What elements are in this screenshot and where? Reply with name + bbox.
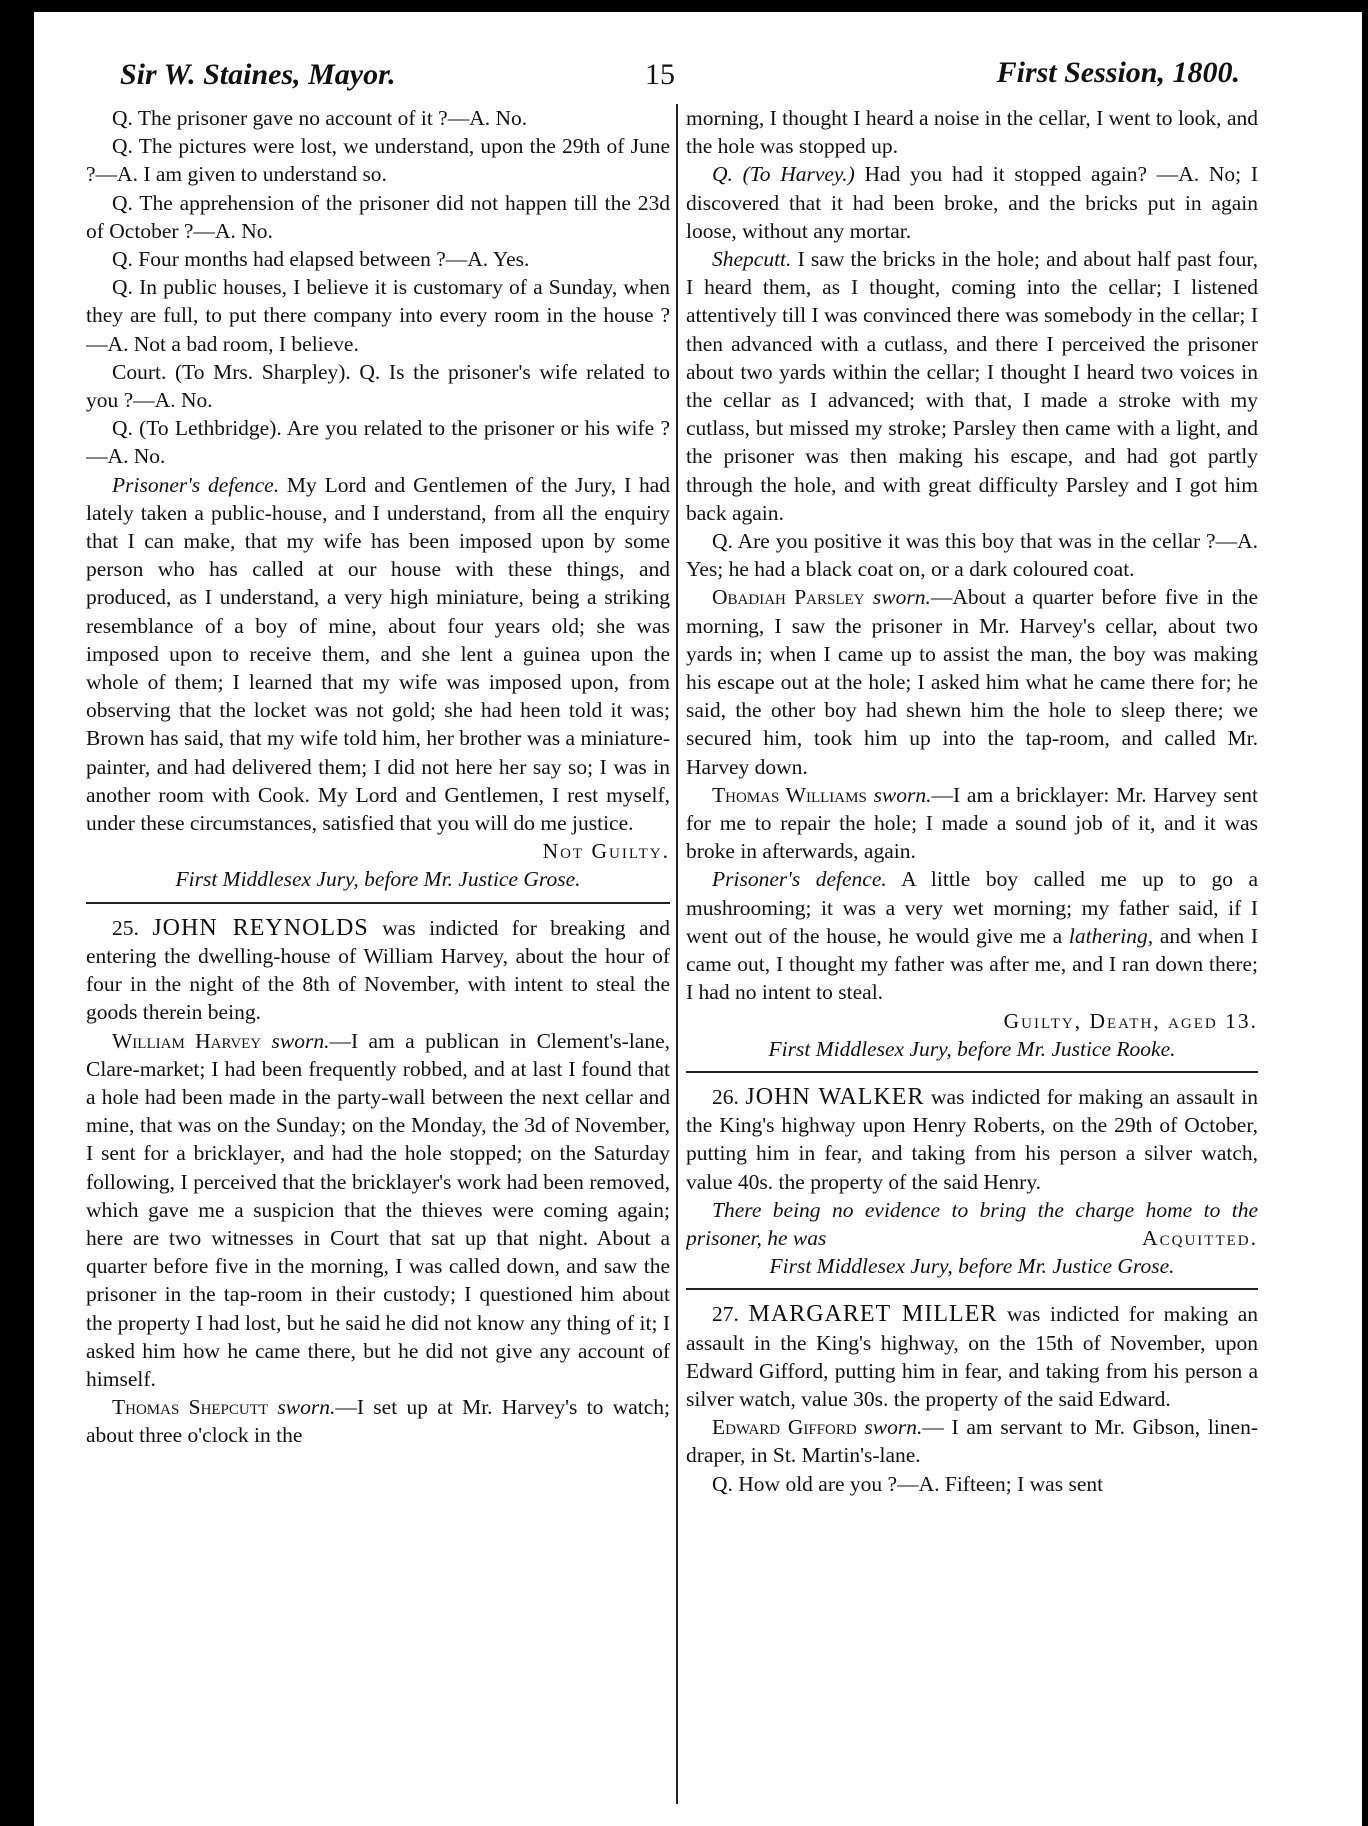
witness-name: Thomas Williams [712,782,867,807]
section-rule [686,1071,1258,1073]
jury-line: First Middlesex Jury, before Mr. Justice Grose. [175,867,581,892]
defence-label: Prisoner's defence. [712,867,887,892]
case-text: was indicted for making an assault in the King's highway upon Henry Roberts, on the 29th of October, putting him in fear, and taking from his person a silver watch, value 40s. the property of the said Henry. [686,1084,1258,1194]
witness-paragraph [686,781,1258,866]
paragraph: Q. The apprehension of the prisoner did not happen till the 23d of October ?—A. No. [86,190,670,243]
speaker-label: Shepcutt. [712,247,792,272]
right-column [686,104,1258,1804]
scan-edge-left [0,0,34,1826]
speaker-text: I saw the bricks in the hole; and about half past four, I heard them, as I thought, coming into the cellar; I listened attentively till I was convinced there was somebody in the cellar; I then advanced with a cutlass, and there I perceived the prisoner about two yards within the cellar; I thought I heard two voices in the cellar as I advanced; with that, I made a stroke with my cutlass, but missed my stroke; Parsley then came with a light, and the prisoner was then making his escape, and had got partly through the hole, and with great difficulty Parsley and I got him back again. [686,247,1258,525]
witness-text: —I set up at Mr. Harvey's to watch; about three o'clock in the [86,1395,670,1448]
paragraph: Q. (To Lethbridge). Are you related to the prisoner or his wife ?—A. No. [86,416,670,469]
sworn-label: sworn. [873,782,932,807]
paragraph: Q. The pictures were lost, we understand, upon the 29th of June ?—A. I am given to understand so. [86,134,670,187]
column-divider [676,104,678,1804]
case-text: was indicted for making an assault in the King's highway, on the 15th of November, upon Edward Gifford, putting him in fear, and taking from his person a silver watch, value 30s. the property of the said Edward. [686,1302,1258,1411]
case-heading [686,1083,1258,1196]
sworn-label: sworn. [277,1395,336,1420]
witness-text: —About a quarter before five in the morning, I saw the prisoner in Mr. Harvey's cellar, about two yards in; when I came up to assist the man, the boy was making his escape out at the hole; I asked him what he came there for; he said, the other boy had shewn him the hole to sleep there; we secured him, took him up into the tap-room, and called Mr. Harvey down. [686,585,1258,779]
jury-line: First Middlesex Jury, before Mr. Justice Grose. [769,1254,1175,1279]
page-number: 15 [645,58,675,91]
left-column [86,104,670,1804]
witness-text: — I am servant to Mr. Gibson, linen-draper, in St. Martin's-lane. [686,1415,1258,1468]
defence-italic-word: lathering, [1068,923,1154,948]
defence-text-b: and when I came out, I thought my father was after me, and I ran down there; I had no intent to steal. [686,923,1258,1005]
paragraph: Q. Four months had elapsed between ?—A. Yes. [112,247,530,272]
running-header [110,50,1240,98]
paragraph: morning, I thought I heard a noise in the cellar, I went to look, and the hole was stopped up. [686,106,1258,159]
defendant-name: JOHN WALKER [745,1083,925,1110]
section-rule [86,902,670,904]
jury-line: First Middlesex Jury, before Mr. Justice Rooke. [768,1036,1176,1061]
defendant-name: JOHN REYNOLDS [152,914,369,941]
verdict: Acquitted. [1142,1225,1258,1250]
case-heading [86,914,670,1027]
case-number: 27. [712,1302,739,1327]
question-label: Q. (To Harvey.) [712,162,855,187]
witness-paragraph [686,583,1258,780]
defence-paragraph [686,865,1258,1006]
witness-text: —I am a publican in Clement's-lane, Clare-market; I had been frequently robbed, and at last I found that a hole had been made in the party-wall between the next cellar and mine, that was on the Sunday; on the Monday, the 3d of November, I sent for a bricklayer, and had the hole stopped; on the Saturday following, I perceived that the bricklayer's work had been removed, which gave me a suspicion that the thieves were coming again; here are two witnesses in Court that sat up that night. About a quarter before five in the morning, I was called down, and saw the prisoner in the tap-room in their custody; I questioned him about the property I had lost, but he said he did not know any thing of it; I asked him how he came there, but he did not give any account of himself. [86,1028,670,1391]
question-text: Had you had it stopped again? —A. No; I discovered that it had been broke, and the bricks put in again loose, without any mortar. [686,162,1258,243]
witness-paragraph [86,1027,670,1394]
sworn-label: sworn. [872,585,931,610]
paragraph: Q. How old are you ?—A. Fifteen; I was sent [712,1471,1104,1496]
case-number: 26. [712,1084,739,1109]
verdict: Guilty, Death, aged 13. [1003,1008,1258,1033]
paragraph: Q. In public houses, I believe it is customary of a Sunday, when they are full, to put there company into every room in the house ?—A. Not a bad room, I believe. [86,275,670,356]
case-heading [686,1300,1258,1413]
witness-paragraph [86,1393,670,1449]
paragraph [686,245,1258,527]
paragraph: Q. Are you positive it was this boy that was in the cellar ?—A. Yes; he had a black coat on, or a dark coloured coat. [686,529,1258,582]
witness-name: Obadiah Parsley [712,585,865,610]
case-number: 25. [112,915,139,940]
witness-name: Edward Gifford [712,1415,857,1440]
scan-edge-top [0,0,1368,12]
witness-text: —I am a bricklayer: Mr. Harvey sent for me to repair the hole; I made a sound job of it, and it was broke in afterwards, again. [686,782,1258,864]
sworn-label: sworn. [864,1415,923,1440]
header-left: Sir W. Staines, Mayor. [120,58,396,91]
paragraph: Q. The prisoner gave no account of it ?—A. No. [112,106,528,130]
sworn-label: sworn. [271,1028,330,1053]
defence-text: My Lord and Gentlemen of the Jury, I had lately taken a public-house, and I understand, from all the enquiry that I can make, that my wife has been imposed upon by some person who has called at our house with these things, and produced, as I understand, a very high miniature, being a striking resemblance of a boy of mine, about four years old; she was imposed upon to receive them, and she lent a guinea upon the whole of them; I learned that my wife was imposed upon, from observing that the locket was not gold; she had heen told it was; Brown has said, that my wife told him, her brother was a miniature-painter, and had delivered them; I did not here her say so; I was in another room with Cook. My Lord and Gentlemen, I rest myself, under these circumstances, satisfied that you will do me justice. [86,472,670,836]
paragraph: Court. (To Mrs. Sharpley). Q. Is the prisoner's wife related to you ?—A. No. [86,359,670,413]
defence-paragraph [86,471,670,864]
paragraph [686,160,1258,245]
witness-name: Thomas Shepcutt [112,1395,269,1420]
header-right: First Session, 1800. [996,56,1240,89]
note-text: There being no evidence to bring the charge home to the prisoner, he was [686,1197,1258,1250]
witness-paragraph [686,1413,1258,1469]
witness-name: William Harvey [112,1028,262,1053]
case-text: was indicted for breaking and entering the dwelling-house of William Harvey, about the hour of four in the night of the 8th of November, with intent to steal the goods therein being. [86,915,670,1025]
scan-edge-right [1362,0,1368,1826]
case-note [686,1196,1258,1252]
defence-text-a: A little boy called me up to go a mushrooming; it was a very wet morning; my father said, if I went out of the house, he would give me a [686,867,1258,948]
verdict: Not Guilty. [542,839,670,864]
defendant-name: MARGARET MILLER [748,1301,998,1328]
defence-label: Prisoner's defence. [112,472,280,497]
section-rule [686,1288,1258,1290]
